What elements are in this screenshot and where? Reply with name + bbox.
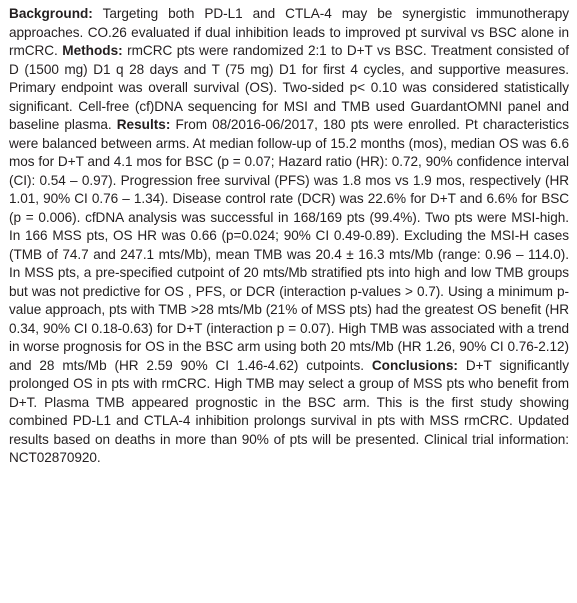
conclusions-text: D+T significantly prolonged OS in pts with rmCRC. High TMB may select a group of MSS pts who benefit from D+T. Plasma TMB appeared prognostic in the BSC arm. This is the first study showing combined PD-L1 and CTLA-4 inhibition prolongs survival in pts with MSS rmCRC. Updated results based on deaths in more than 90% of pts will be presented. Clinical trial information: NCT02870920. <box>9 357 570 465</box>
background-text: Targeting both PD-L1 and CTLA-4 may be synergistic immunotherapy approaches. CO.26 evaluated if dual inhibition leads to improved pt survival vs BSC alone in rmCRC. <box>9 6 569 58</box>
methods-text: rmCRC pts were randomized 2:1 to D+T vs BSC. Treatment consisted of D (1500 mg) D1 q 28 days and T (75 mg) D1 for first 4 cycles, and supportive measures. Primary endpoint was overall survival (OS). Two-sided p< 0.10 was considered statistically significant. Cell-free (cf)DNA sequencing for MSI and TMB used GuardantOMNI panel and baseline plasma. <box>9 43 569 132</box>
results-heading: Results: <box>116 117 171 132</box>
abstract-body <box>9 5 569 468</box>
conclusions-heading: Conclusions: <box>371 357 458 373</box>
results-text: From 08/2016-06/2017, 180 pts were enrolled. Pt characteristics were balanced between arms. At median follow-up of 15.2 months (mos), median OS was 6.6 mos for D+T and 4.1 mos for BSC (p = 0.07; Hazard ratio (HR): 0.72, 90% confidence interval (CI): 0.54 – 0.97). Progression free survival (PFS) was 1.8 mos vs 1.9 mos, respectively (HR 1.01, 90% CI 0.76 – 1.34). Disease control rate (DCR) was 22.6% for D+T and 6.6% for BSC (p = 0.006). cfDNA analysis was successful in 168/169 pts (99.4%). Two pts were MSI-high. In 166 MSS pts, OS HR was 0.66 (p=0.024; 90% CI 0.49-0.89). Excluding the MSI-H cases (TMB of 74.7 and 247.1 mts/Mb), mean TMB was 20.4 ± 16.3 mts/Mb (range: 0.96 – 114.0). In MSS pts, a pre-specified cutpoint of 20 mts/Mb stratified pts into high and low TMB groups but was not predictive for OS , PFS, or DCR (interaction p-values > 0.7). Using a minimum p-value approach, pts with TMB >28 mts/Mb (21% of MSS pts) had the greatest OS benefit (HR 0.34, 90% CI 0.18-0.63) for D+T (interaction p = 0.07). High TMB was associated with a trend in worse prognosis for OS in the BSC arm using both 20 mts/Mb (HR 1.26, 90% CI 0.76-2.12) and 28 mts/Mb (HR 2.59 90% CI 1.46-4.62) cutpoints. <box>9 117 569 373</box>
methods-heading: Methods: <box>62 43 123 58</box>
background-heading: Background: <box>9 6 93 21</box>
